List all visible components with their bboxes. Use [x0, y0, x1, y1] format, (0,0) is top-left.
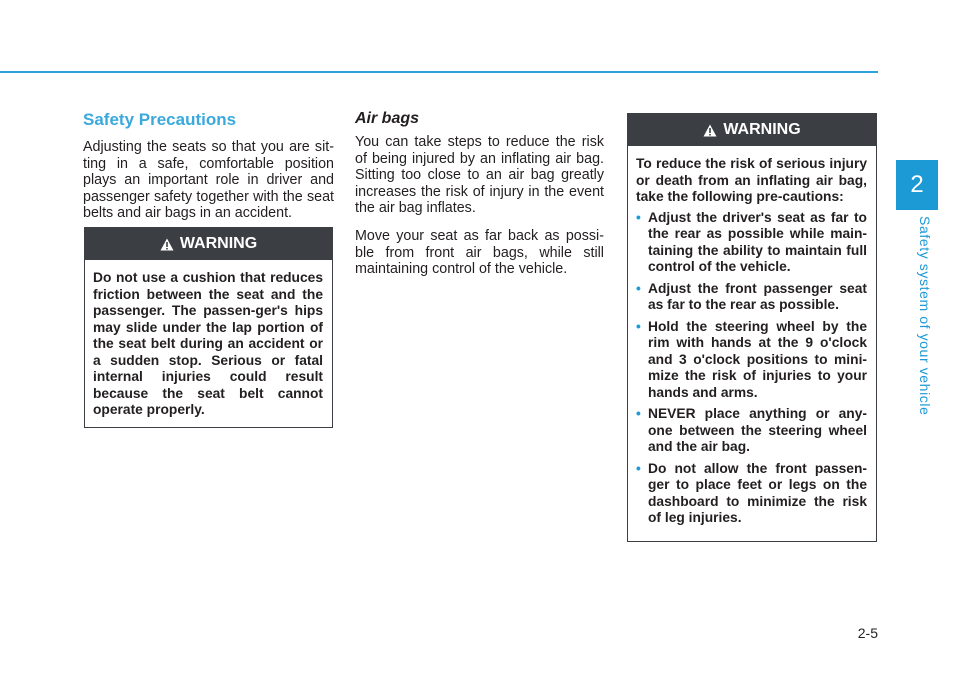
warning-header: [85, 228, 332, 260]
air-bags-paragraph-1: You can take steps to reduce the risk of being injured by an inflating air bag. Sitting too close to an air bag greatly increases the risk of injury in the event the air bag inflates.: [355, 134, 604, 217]
warning-header: [628, 114, 876, 146]
warning-content: [628, 146, 876, 542]
warning-label: WARNING: [179, 235, 258, 252]
warning-triangle-icon: [160, 238, 174, 251]
warning-list-item: • NEVER place anything or any-one between the steering wheel and the air bag.: [636, 406, 867, 456]
warning-box-cushion: [84, 227, 333, 428]
warning-text: Do not use a cushion that reduces friction between the seat and the passenger. The passen-ger's hips may slide under the lap portion of the seat belt during an accident or a sudden stop. Serious or fatal internal injuries could result because the seat belt cannot operate properly.: [93, 270, 323, 417]
warning-list-item: • Hold the steering wheel by the rim with hands at the 9 o'clock and 3 o'clock positions to mini-mize the risk of injuries to your hands and arms.: [636, 319, 867, 402]
column-left: [83, 110, 334, 233]
warning-label: WARNING: [723, 121, 801, 138]
warning-intro: To reduce the risk of serious injury or death from an inflating air bag, take the following pre-cautions:: [636, 156, 867, 204]
section-heading-safety-precautions: Safety Precautions: [83, 110, 237, 129]
chapter-number-tab: 2: [896, 160, 938, 210]
warning-list-item: • Adjust the front passenger seat as far to the rear as possible.: [636, 281, 867, 314]
warning-box-air-bag: [627, 113, 877, 542]
air-bags-paragraph-2: Move your seat as far back as possi-ble from front air bags, while still maintaining control of the vehicle.: [355, 227, 604, 278]
chapter-title: Safety system of your vehicle: [917, 216, 933, 416]
column-middle: [355, 110, 604, 289]
warning-list-item: • Do not allow the front passen-ger to place feet or legs on the dashboard to minimize the risk of leg injuries.: [636, 461, 867, 527]
safety-precautions-paragraph: Adjusting the seats so that you are sit-ting in a safe, comfortable position plays an important role in driver and passenger safety together with the seat belts and air bags in an accident.: [83, 139, 334, 222]
page-number: 2-5: [857, 625, 878, 641]
warning-list-item: • Adjust the driver's seat as far to the rear as possible while main-taining the ability to maintain full control of the vehicle.: [636, 210, 867, 276]
header-rule: [0, 71, 878, 73]
warning-triangle-icon: [703, 124, 717, 137]
warning-list: [636, 210, 867, 527]
section-heading-air-bags: Air bags: [355, 110, 420, 127]
